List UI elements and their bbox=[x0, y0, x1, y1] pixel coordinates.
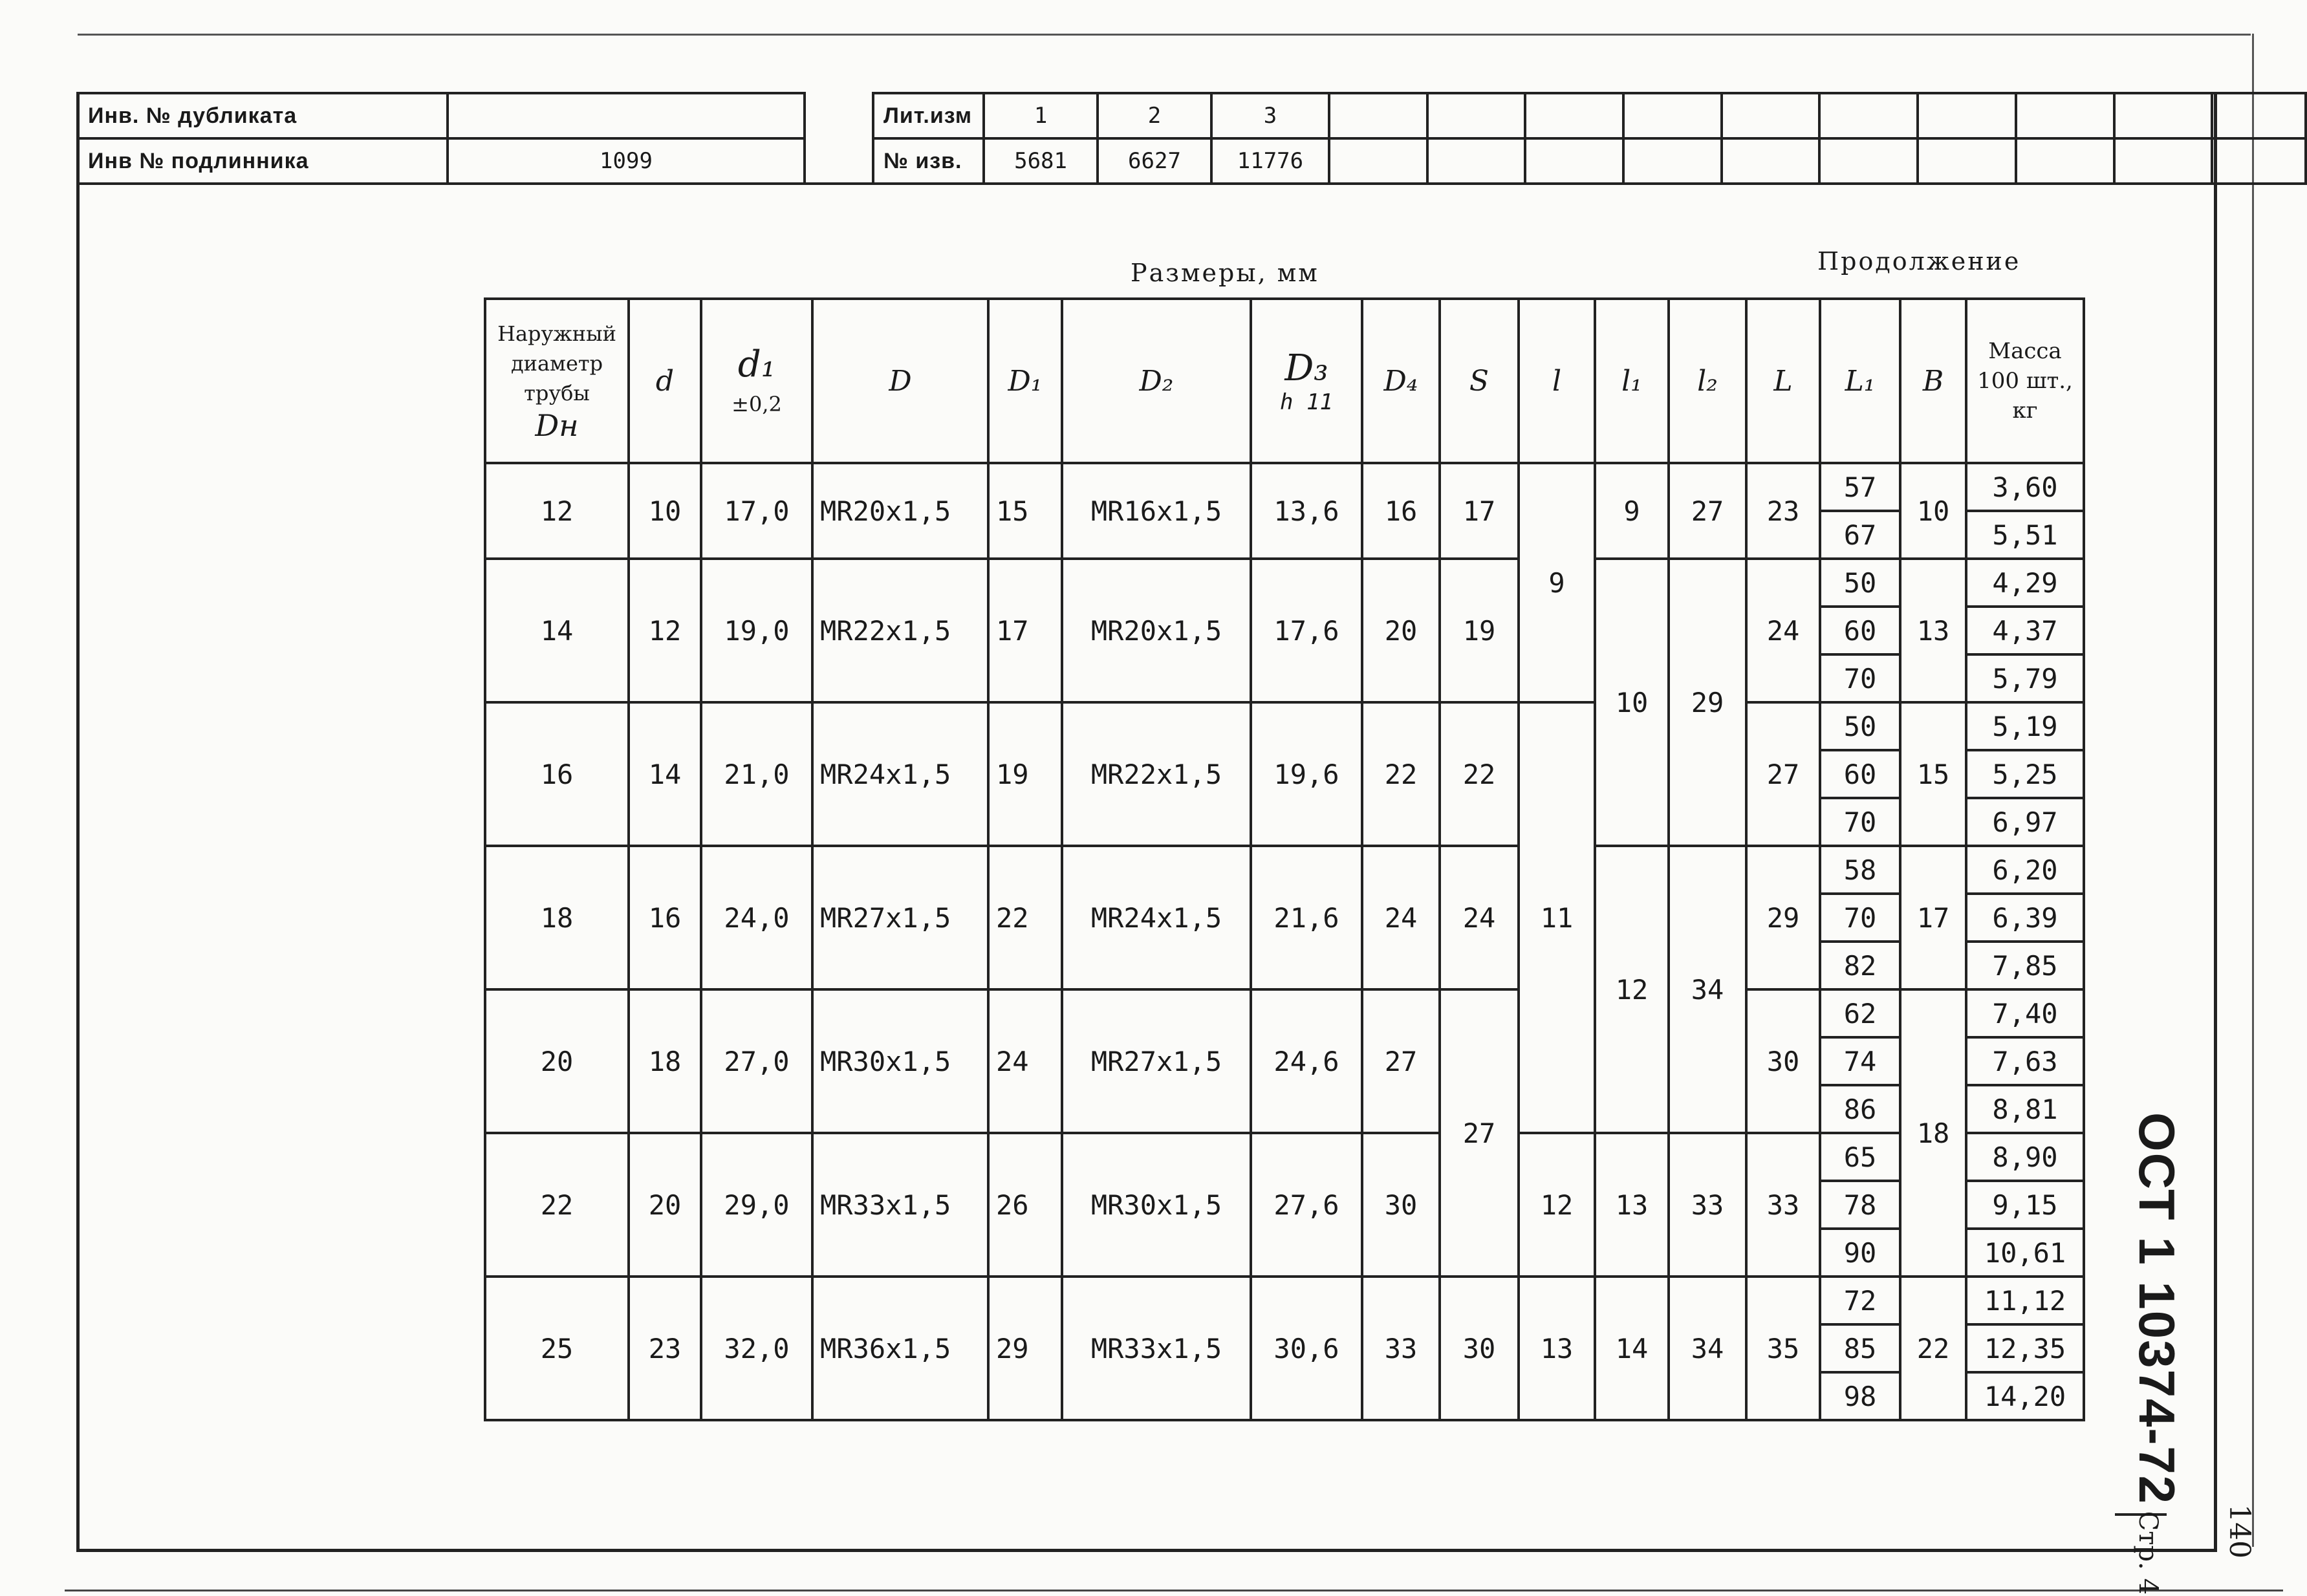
dup-label: Инв. № дубликата bbox=[78, 93, 448, 138]
cell-D3: 17,6 bbox=[1251, 559, 1362, 702]
cell-D: MR36x1,5 bbox=[812, 1277, 988, 1420]
cell-D1: 17 bbox=[988, 559, 1062, 702]
cell-L1: 72 bbox=[1820, 1277, 1900, 1324]
cell-D: MR20x1,5 bbox=[812, 463, 988, 559]
cell-d: 14 bbox=[629, 702, 701, 846]
rev-notice-cell bbox=[2114, 138, 2213, 184]
cell-mass: 7,85 bbox=[1966, 942, 2084, 989]
cell-l2: 33 bbox=[1669, 1133, 1746, 1277]
cell-L1: 90 bbox=[1820, 1229, 1900, 1277]
rev-notice-cell bbox=[2016, 138, 2114, 184]
rev-notice-cell bbox=[1819, 138, 1918, 184]
cell-L1: 57 bbox=[1820, 463, 1900, 511]
cell-D1: 15 bbox=[988, 463, 1062, 559]
cell-L1: 78 bbox=[1820, 1181, 1900, 1229]
cell-L1: 50 bbox=[1820, 559, 1900, 607]
col-l: l bbox=[1519, 299, 1595, 463]
col-B: B bbox=[1900, 299, 1966, 463]
cell-D1: 26 bbox=[988, 1133, 1062, 1277]
cell-l1: 9 bbox=[1595, 463, 1669, 559]
cell-D1: 22 bbox=[988, 846, 1062, 989]
cell-L: 30 bbox=[1746, 989, 1820, 1133]
cell-D4: 27 bbox=[1362, 989, 1440, 1133]
rev-notice-cell: 5681 bbox=[984, 138, 1098, 184]
sizes-caption: Размеры, мм bbox=[1131, 259, 1319, 287]
rev-notice-cell bbox=[1329, 138, 1427, 184]
cell-outer-diameter: 18 bbox=[485, 846, 629, 989]
cell-D2: MR27x1,5 bbox=[1062, 989, 1251, 1133]
cell-mass: 7,63 bbox=[1966, 1037, 2084, 1085]
cell-D4: 20 bbox=[1362, 559, 1440, 702]
cell-D4: 22 bbox=[1362, 702, 1440, 846]
col-l1: l₁ bbox=[1595, 299, 1669, 463]
cell-L1: 65 bbox=[1820, 1133, 1900, 1181]
rev-letter-cell bbox=[1819, 93, 1918, 138]
col-D4: D₄ bbox=[1362, 299, 1440, 463]
cell-d1: 29,0 bbox=[701, 1133, 812, 1277]
cell-mass: 9,15 bbox=[1966, 1181, 2084, 1229]
cell-mass: 12,35 bbox=[1966, 1324, 2084, 1372]
continuation-caption: Продолжение bbox=[1817, 247, 2021, 275]
cell-D4: 33 bbox=[1362, 1277, 1440, 1420]
cell-d: 16 bbox=[629, 846, 701, 989]
cell-L1: 74 bbox=[1820, 1037, 1900, 1085]
cell-mass: 14,20 bbox=[1966, 1372, 2084, 1420]
cell-mass: 6,39 bbox=[1966, 894, 2084, 942]
cell-d: 10 bbox=[629, 463, 701, 559]
cell-S: 27 bbox=[1440, 989, 1519, 1277]
cell-mass: 10,61 bbox=[1966, 1229, 2084, 1277]
rev-letter-cell bbox=[1329, 93, 1427, 138]
col-S: S bbox=[1440, 299, 1519, 463]
rev-notice-label: № изв. bbox=[873, 138, 984, 184]
cell-mass: 7,40 bbox=[1966, 989, 2084, 1037]
rev-notice-cell bbox=[1722, 138, 1820, 184]
cell-d: 18 bbox=[629, 989, 701, 1133]
cell-D3: 24,6 bbox=[1251, 989, 1362, 1133]
inventory-stamp bbox=[76, 92, 806, 185]
cell-L1: 70 bbox=[1820, 654, 1900, 702]
rev-letter-cell bbox=[2016, 93, 2114, 138]
cell-L1: 82 bbox=[1820, 942, 1900, 989]
cell-D: MR24x1,5 bbox=[812, 702, 988, 846]
cell-B: 18 bbox=[1900, 989, 1966, 1277]
cell-d1: 32,0 bbox=[701, 1277, 812, 1420]
cell-L: 27 bbox=[1746, 702, 1820, 846]
cell-outer-diameter: 16 bbox=[485, 702, 629, 846]
cell-L: 24 bbox=[1746, 559, 1820, 702]
rev-letter-cell bbox=[2114, 93, 2213, 138]
sheet-number: Стр. 4 bbox=[2133, 1511, 2163, 1595]
cell-d1: 21,0 bbox=[701, 702, 812, 846]
cell-mass: 3,60 bbox=[1966, 463, 2084, 511]
rev-letter-cell bbox=[1623, 93, 1722, 138]
cell-L1: 50 bbox=[1820, 702, 1900, 750]
cell-D3: 13,6 bbox=[1251, 463, 1362, 559]
cell-D4: 24 bbox=[1362, 846, 1440, 989]
cell-l: 9 bbox=[1519, 463, 1595, 702]
cell-d1: 27,0 bbox=[701, 989, 812, 1133]
revision-row-letters bbox=[873, 93, 2306, 138]
rev-letter-cell: 2 bbox=[1098, 93, 1211, 138]
cell-L1: 60 bbox=[1820, 750, 1900, 798]
cell-D1: 29 bbox=[988, 1277, 1062, 1420]
right-edge-line bbox=[2252, 34, 2254, 1547]
cell-mass: 6,20 bbox=[1966, 846, 2084, 894]
col-D2: D₂ bbox=[1062, 299, 1251, 463]
col-L1: L₁ bbox=[1820, 299, 1900, 463]
table-row bbox=[485, 1277, 2084, 1324]
cell-L1: 70 bbox=[1820, 798, 1900, 846]
rev-notice-cell: 6627 bbox=[1098, 138, 1211, 184]
cell-B: 13 bbox=[1900, 559, 1966, 702]
rev-notice-cell bbox=[1525, 138, 1623, 184]
cell-l1: 12 bbox=[1595, 846, 1669, 1133]
rev-letter-cell bbox=[1722, 93, 1820, 138]
cell-L1: 85 bbox=[1820, 1324, 1900, 1372]
rev-letter-cell: 3 bbox=[1211, 93, 1329, 138]
cell-mass: 4,29 bbox=[1966, 559, 2084, 607]
cell-L1: 70 bbox=[1820, 894, 1900, 942]
col-outer-diameter: Наружный диаметр трубы Dн bbox=[485, 299, 629, 463]
rev-notice-cell bbox=[2212, 138, 2306, 184]
cell-l: 11 bbox=[1519, 702, 1595, 1133]
cell-l1: 14 bbox=[1595, 1277, 1669, 1420]
cell-D2: MR20x1,5 bbox=[1062, 559, 1251, 702]
rev-letter-cell: 1 bbox=[984, 93, 1098, 138]
cell-outer-diameter: 12 bbox=[485, 463, 629, 559]
table-row bbox=[485, 989, 2084, 1037]
cell-l1: 13 bbox=[1595, 1133, 1669, 1277]
cell-D2: MR16x1,5 bbox=[1062, 463, 1251, 559]
cell-D1: 24 bbox=[988, 989, 1062, 1133]
cell-l1: 10 bbox=[1595, 559, 1669, 846]
cell-D1: 19 bbox=[988, 702, 1062, 846]
table-body bbox=[485, 463, 2084, 1420]
rev-notice-cell: 11776 bbox=[1211, 138, 1329, 184]
col-L: L bbox=[1746, 299, 1820, 463]
cell-d1: 24,0 bbox=[701, 846, 812, 989]
cell-D: MR33x1,5 bbox=[812, 1133, 988, 1277]
rev-letter-cell bbox=[2212, 93, 2306, 138]
cell-outer-diameter: 25 bbox=[485, 1277, 629, 1420]
cell-S: 17 bbox=[1440, 463, 1519, 559]
cell-l2: 27 bbox=[1669, 463, 1746, 559]
cell-l: 12 bbox=[1519, 1133, 1595, 1277]
orig-value: 1099 bbox=[448, 138, 805, 184]
rev-notice-cell bbox=[1427, 138, 1526, 184]
col-l2: l₂ bbox=[1669, 299, 1746, 463]
cell-d1: 19,0 bbox=[701, 559, 812, 702]
cell-D: MR30x1,5 bbox=[812, 989, 988, 1133]
cell-mass: 5,51 bbox=[1966, 511, 2084, 559]
cell-outer-diameter: 14 bbox=[485, 559, 629, 702]
revision-stamp bbox=[872, 92, 2307, 185]
revision-row-notices bbox=[873, 138, 2306, 184]
cell-S: 19 bbox=[1440, 559, 1519, 702]
table-row bbox=[485, 846, 2084, 894]
cell-outer-diameter: 20 bbox=[485, 989, 629, 1133]
cell-L1: 86 bbox=[1820, 1085, 1900, 1133]
table-row bbox=[485, 463, 2084, 511]
cell-L1: 60 bbox=[1820, 607, 1900, 654]
cell-L: 33 bbox=[1746, 1133, 1820, 1277]
table-row bbox=[485, 702, 2084, 750]
table-row bbox=[485, 559, 2084, 607]
cell-L: 29 bbox=[1746, 846, 1820, 989]
cell-d: 23 bbox=[629, 1277, 701, 1420]
cell-L1: 67 bbox=[1820, 511, 1900, 559]
cell-D3: 30,6 bbox=[1251, 1277, 1362, 1420]
cell-outer-diameter: 22 bbox=[485, 1133, 629, 1277]
rev-letter-cell bbox=[1918, 93, 2016, 138]
cell-D: MR22x1,5 bbox=[812, 559, 988, 702]
col-D1: D₁ bbox=[988, 299, 1062, 463]
cell-L1: 98 bbox=[1820, 1372, 1900, 1420]
cell-mass: 5,79 bbox=[1966, 654, 2084, 702]
cell-D2: MR24x1,5 bbox=[1062, 846, 1251, 989]
cell-B: 17 bbox=[1900, 846, 1966, 989]
cell-D: MR27x1,5 bbox=[812, 846, 988, 989]
cell-d: 20 bbox=[629, 1133, 701, 1277]
rev-letter-cell bbox=[1427, 93, 1526, 138]
rev-notice-cell bbox=[1918, 138, 2016, 184]
cell-d: 12 bbox=[629, 559, 701, 702]
col-D3: D₃ h 11 bbox=[1251, 299, 1362, 463]
cell-mass: 8,90 bbox=[1966, 1133, 2084, 1181]
rev-letter-label: Лит.изм bbox=[873, 93, 984, 138]
cell-D2: MR33x1,5 bbox=[1062, 1277, 1251, 1420]
cell-S: 22 bbox=[1440, 702, 1519, 846]
top-edge-line bbox=[78, 34, 2251, 36]
orig-label: Инв № подлинника bbox=[78, 138, 448, 184]
cell-D3: 19,6 bbox=[1251, 702, 1362, 846]
cell-mass: 5,25 bbox=[1966, 750, 2084, 798]
cell-B: 10 bbox=[1900, 463, 1966, 559]
cell-mass: 4,37 bbox=[1966, 607, 2084, 654]
cell-mass: 5,19 bbox=[1966, 702, 2084, 750]
cell-mass: 6,97 bbox=[1966, 798, 2084, 846]
cell-D3: 27,6 bbox=[1251, 1133, 1362, 1277]
col-d: d bbox=[629, 299, 701, 463]
cell-l2: 34 bbox=[1669, 1277, 1746, 1420]
cell-l: 13 bbox=[1519, 1277, 1595, 1420]
bottom-edge-line bbox=[65, 1590, 2283, 1591]
cell-D2: MR22x1,5 bbox=[1062, 702, 1251, 846]
cell-D2: MR30x1,5 bbox=[1062, 1133, 1251, 1277]
cell-S: 30 bbox=[1440, 1277, 1519, 1420]
side-stamp bbox=[2127, 1112, 2186, 1595]
cell-l2: 29 bbox=[1669, 559, 1746, 846]
table-row bbox=[485, 1133, 2084, 1181]
cell-D4: 16 bbox=[1362, 463, 1440, 559]
cell-mass: 11,12 bbox=[1966, 1277, 2084, 1324]
cell-L1: 58 bbox=[1820, 846, 1900, 894]
page-number: 140 bbox=[2223, 1504, 2256, 1558]
col-d1: d₁ ±0,2 bbox=[701, 299, 812, 463]
cell-D4: 30 bbox=[1362, 1133, 1440, 1277]
cell-S: 24 bbox=[1440, 846, 1519, 989]
dup-value bbox=[448, 93, 805, 138]
cell-d1: 17,0 bbox=[701, 463, 812, 559]
cell-B: 22 bbox=[1900, 1277, 1966, 1420]
cell-mass: 8,81 bbox=[1966, 1085, 2084, 1133]
rev-notice-cell bbox=[1623, 138, 1722, 184]
cell-B: 15 bbox=[1900, 702, 1966, 846]
col-D: D bbox=[812, 299, 988, 463]
cell-L: 23 bbox=[1746, 463, 1820, 559]
cell-L: 35 bbox=[1746, 1277, 1820, 1420]
dimensions-table bbox=[484, 297, 2085, 1421]
cell-L1: 62 bbox=[1820, 989, 1900, 1037]
col-mass: Масса 100 шт., кг bbox=[1966, 299, 2084, 463]
header-row bbox=[485, 299, 2084, 463]
standard-code: ОСТ 1 10374-72 bbox=[2128, 1112, 2185, 1505]
rev-letter-cell bbox=[1525, 93, 1623, 138]
cell-l2: 34 bbox=[1669, 846, 1746, 1133]
cell-D3: 21,6 bbox=[1251, 846, 1362, 989]
